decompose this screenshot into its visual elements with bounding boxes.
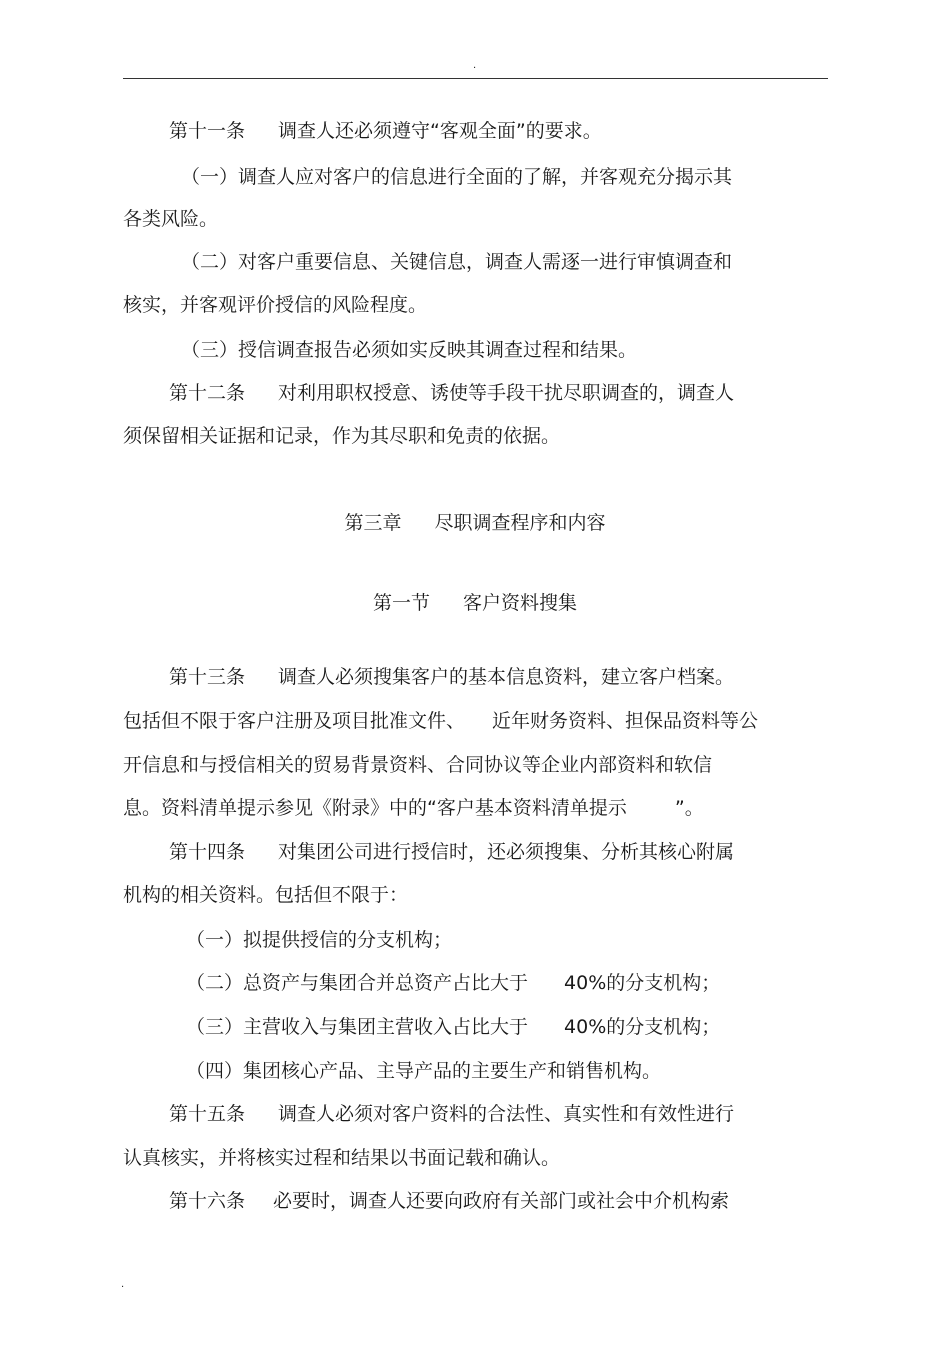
article-13-line-3: 开信息和与授信相关的贸易背景资料、合同协议等企业内部资料和软信 bbox=[123, 754, 713, 776]
chapter-title: 尽职调查程序和内容 bbox=[434, 512, 606, 534]
article-14-item-3-tail: 的分支机构； bbox=[606, 1016, 721, 1038]
article-13-line-4a: 息。资料清单提示参见《附录》中的“客户基本资料清单提示 bbox=[123, 797, 627, 819]
article-13-heading: 第十三条 bbox=[169, 666, 246, 688]
article-13-line-2b: 近年财务资料、担保品资料等公 bbox=[492, 710, 759, 732]
article-14-line-1 bbox=[169, 840, 734, 864]
footer-mark: . bbox=[121, 1279, 125, 1290]
article-13-line-2 bbox=[123, 709, 758, 733]
article-15-heading: 第十五条 bbox=[169, 1103, 246, 1125]
chapter-number: 第三章 bbox=[344, 512, 402, 534]
article-12-line-1 bbox=[169, 381, 734, 405]
article-11-item-3: （三）授信调查报告必须如实反映其调查过程和结果。 bbox=[181, 339, 638, 361]
article-14-heading: 第十四条 bbox=[169, 841, 246, 863]
article-14-line-2: 机构的相关资料。包括但不限于： bbox=[123, 884, 409, 906]
article-14-item-2 bbox=[186, 971, 720, 995]
chapter-heading bbox=[0, 511, 950, 535]
article-11-item-1-line-1: （一）调查人应对客户的信息进行全面的了解，并客观充分揭示其 bbox=[181, 166, 733, 188]
article-11-heading: 第十一条 bbox=[169, 120, 246, 142]
article-11-line-1 bbox=[169, 119, 602, 143]
article-14-item-2-text: （二）总资产与集团合并总资产占比大于 bbox=[186, 972, 529, 994]
article-15-line-1 bbox=[169, 1102, 734, 1126]
article-16-text: 必要时，调查人还要向政府有关部门或社会中介机构索 bbox=[273, 1190, 730, 1212]
article-13-line-4 bbox=[123, 796, 704, 820]
article-14-text: 对集团公司进行授信时，还必须搜集、分析其核心附属 bbox=[278, 841, 735, 863]
article-12-line-2: 须保留相关证据和记录，作为其尽职和免责的依据。 bbox=[123, 425, 561, 447]
article-14-item-3 bbox=[186, 1015, 720, 1039]
article-14-item-3-text: （三）主营收入与集团主营收入占比大于 bbox=[186, 1016, 529, 1038]
article-13-line-2a: 包括但不限于客户注册及项目批准文件、 bbox=[123, 710, 466, 732]
header-mark: . bbox=[473, 60, 477, 71]
section-number: 第一节 bbox=[372, 592, 430, 614]
article-13-line-1 bbox=[169, 665, 734, 689]
article-14-item-4: （四）集团核心产品、主导产品的主要生产和销售机构。 bbox=[186, 1060, 662, 1082]
article-16-line-1 bbox=[169, 1189, 729, 1213]
header-rule bbox=[123, 78, 828, 79]
article-11-item-2-line-1: （二）对客户重要信息、关键信息，调查人需逐一进行审慎调查和 bbox=[181, 251, 733, 273]
article-11-item-2-line-2: 核实，并客观评价授信的风险程度。 bbox=[123, 294, 428, 316]
article-15-line-2: 认真核实，并将核实过程和结果以书面记载和确认。 bbox=[123, 1147, 561, 1169]
article-13-line-4b: ”。 bbox=[674, 797, 704, 819]
article-11-text: 调查人还必须遵守“客观全面”的要求。 bbox=[278, 120, 602, 142]
article-16-heading: 第十六条 bbox=[169, 1190, 246, 1212]
article-13-text: 调查人必须搜集客户的基本信息资料，建立客户档案。 bbox=[278, 666, 735, 688]
article-12-text: 对利用职权授意、诱使等手段干扰尽职调查的，调查人 bbox=[278, 382, 735, 404]
article-14-item-2-percent: 40% bbox=[564, 972, 607, 994]
article-12-heading: 第十二条 bbox=[169, 382, 246, 404]
article-11-item-1-line-2: 各类风险。 bbox=[123, 208, 219, 230]
article-14-item-1: （一）拟提供授信的分支机构； bbox=[186, 929, 453, 951]
section-heading bbox=[0, 591, 950, 615]
article-15-text: 调查人必须对客户资料的合法性、真实性和有效性进行 bbox=[278, 1103, 735, 1125]
article-14-item-3-percent: 40% bbox=[564, 1016, 607, 1038]
article-14-item-2-tail: 的分支机构； bbox=[606, 972, 721, 994]
section-title: 客户资料搜集 bbox=[463, 592, 578, 614]
